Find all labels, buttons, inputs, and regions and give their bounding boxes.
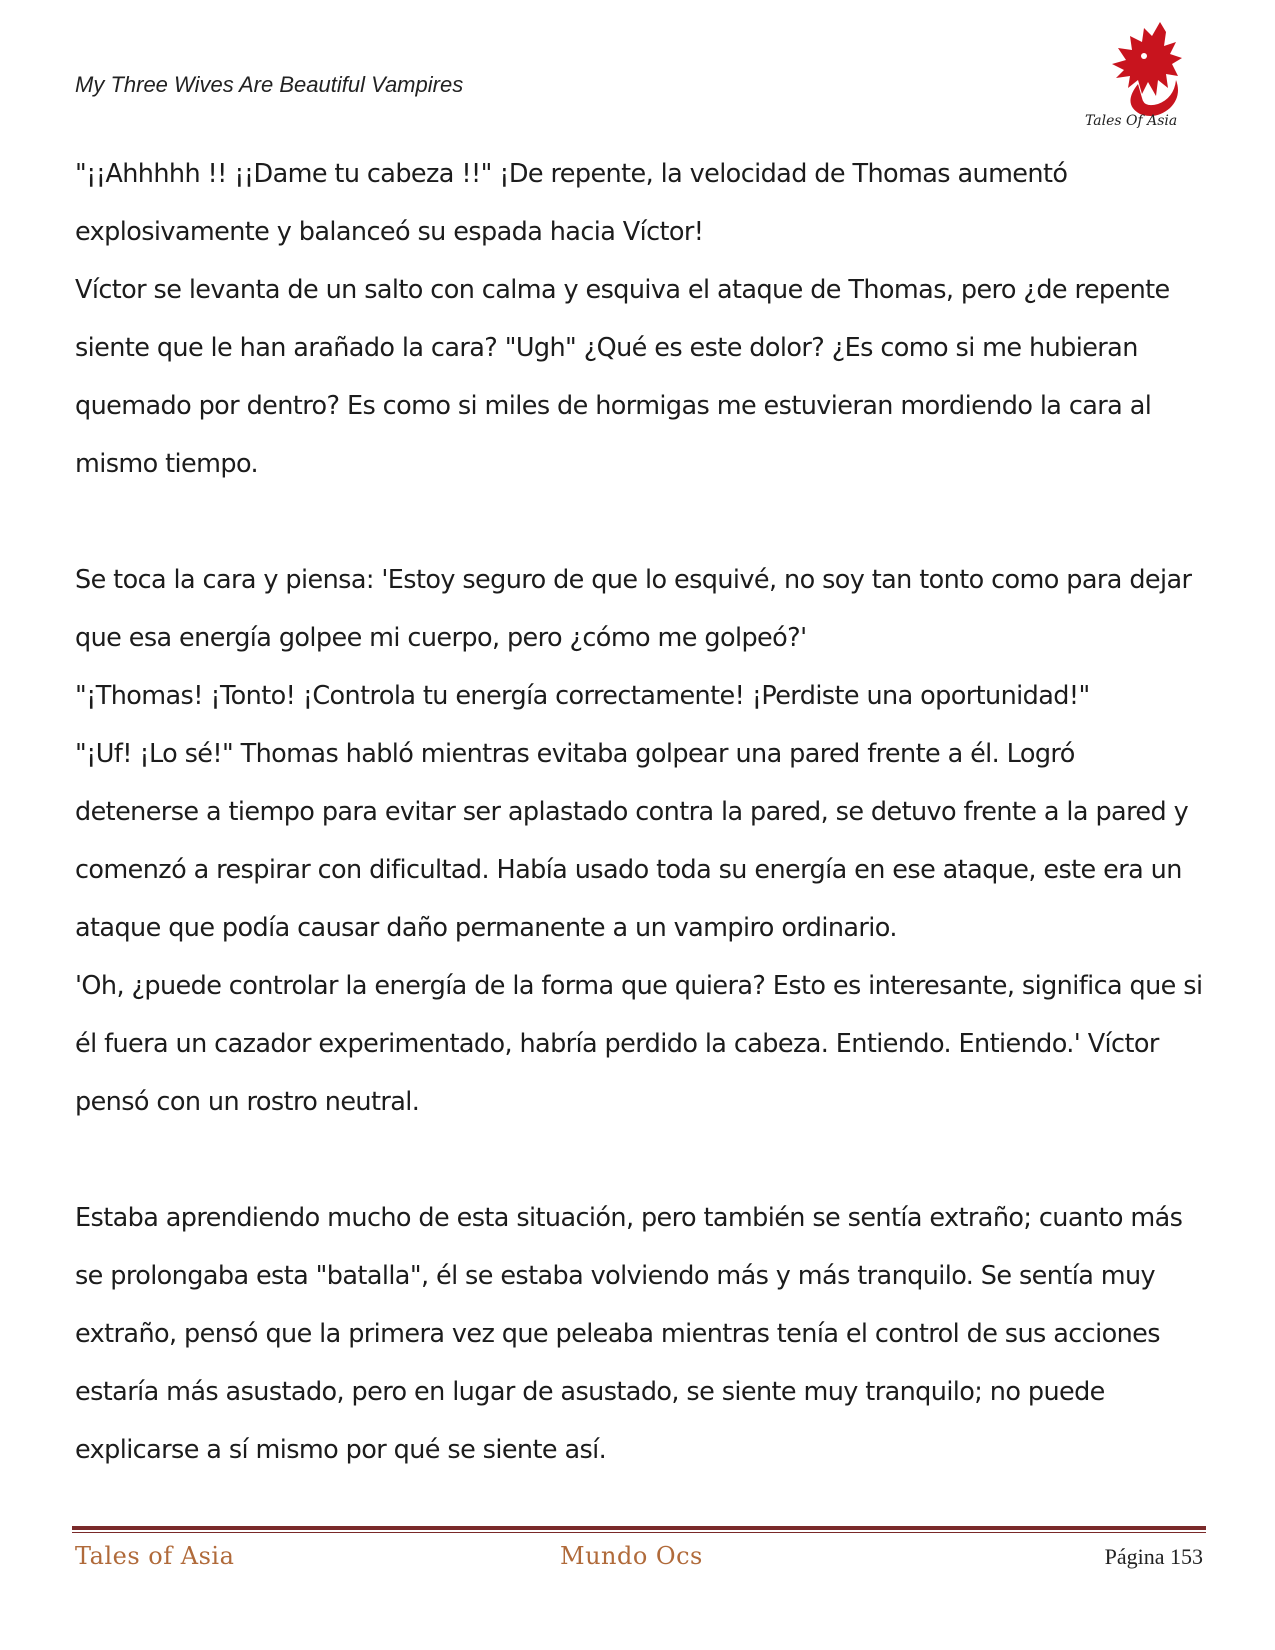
footer-translator: Mundo Ocs — [560, 1542, 703, 1570]
paragraph: "¡¡Ahhhhh !! ¡¡Dame tu cabeza !!" ¡De repente, la velocidad de Thomas aumentó explosivamente y balanceó su espada hacia Víctor! — [75, 159, 1068, 247]
paragraph: Estaba aprendiendo mucho de esta situación, pero también se sentía extraño; cuanto más se prolongaba esta "batalla", él se estaba volviendo más y más tranquilo. Se sentía muy extraño, pensó que la primera vez que peleaba mientras tenía el control de sus acciones estaría más asustado, pero en lugar de asustado, se siente muy tranquilo; no puede explicarse a sí mismo por qué se siente así. — [75, 1203, 1183, 1465]
paragraph: "¡Thomas! ¡Tonto! ¡Controla tu energía correctamente! ¡Perdiste una oportunidad!" — [75, 681, 1090, 711]
footer-rule-thin — [72, 1532, 1206, 1533]
chapter-body — [75, 145, 1205, 1479]
paragraph: "¡Uf! ¡Lo sé!" Thomas habló mientras evitaba golpear una pared frente a él. Logró detenerse a tiempo para evitar ser aplastado contra la pared, se detuvo frente a la pared y comenzó a respirar con dificultad. Había usado toda su energía en ese ataque, este era un ataque que podía causar daño permanente a un vampiro ordinario. — [75, 739, 1189, 943]
page-number: Página 153 — [1104, 1544, 1203, 1569]
footer-publisher: Tales of Asia — [75, 1542, 235, 1570]
book-title: My Three Wives Are Beautiful Vampires — [75, 72, 464, 97]
logo-text: Tales Of Asia — [1085, 113, 1178, 129]
paragraph: 'Oh, ¿puede controlar la energía de la forma que quiera? Esto es interesante, significa que si él fuera un cazador experimentado, habría perdido la cabeza. Entiendo. Entiendo.' Víctor pensó con un rostro neutral. — [75, 971, 1203, 1117]
paragraph: Víctor se levanta de un salto con calma y esquiva el ataque de Thomas, pero ¿de repente siente que le han arañado la cara? "Ugh" ¿Qué es este dolor? ¿Es como si me hubieran quemado por dentro? Es como si miles de hormigas me estuvieran mordiendo la cara al mismo tiempo. — [75, 275, 1170, 479]
paragraph: Se toca la cara y piensa: 'Estoy seguro de que lo esquivé, no soy tan tonto como para dejar que esa energía golpee mi cuerpo, pero ¿cómo me golpeó?' — [75, 565, 1192, 653]
footer-rule — [72, 1526, 1206, 1530]
